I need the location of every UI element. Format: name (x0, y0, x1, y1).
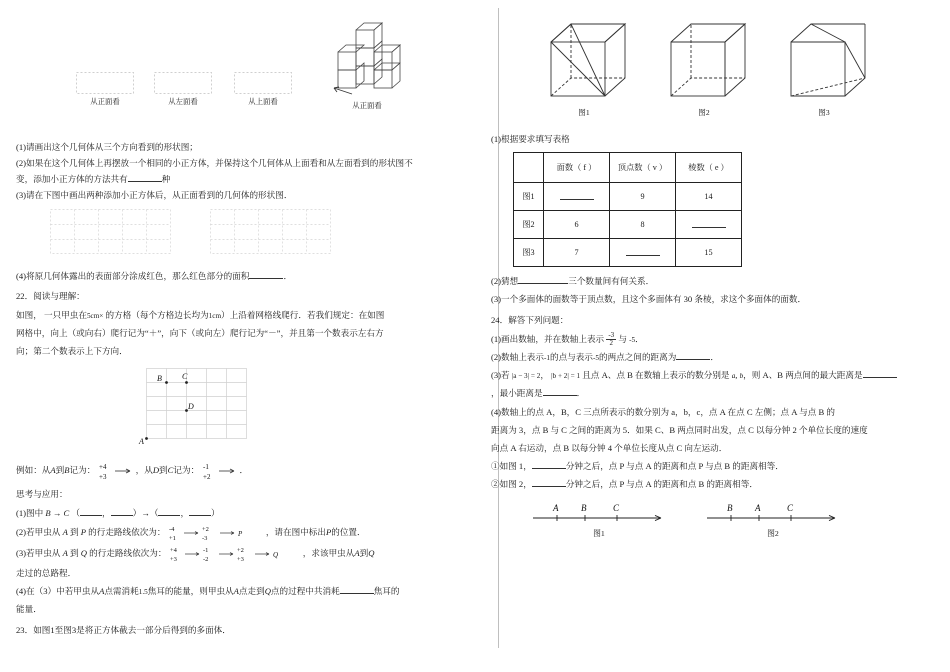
label-p: P (325, 526, 332, 537)
q22-line3: 向；第二个数表示上下方向． (16, 346, 128, 356)
t: ， (180, 507, 190, 518)
cube-solid-figure (316, 22, 424, 111)
value-minus-one: -1 (544, 354, 550, 363)
t: (3)若 (491, 370, 510, 381)
t: 一只甲虫在 (43, 309, 87, 320)
q22-think-4 (16, 583, 459, 600)
q22-title: 22．阅读与理解： (16, 291, 85, 302)
svg-text:-1: -1 (202, 546, 209, 554)
t: (2)猜想 (491, 276, 519, 287)
t: 点的过程中共消耗 (270, 586, 340, 597)
q21-part2-text-c: 种 (161, 174, 171, 185)
svg-text:+3: +3 (236, 555, 244, 563)
right-column (475, 0, 950, 672)
svg-text:+1: +1 (168, 534, 176, 542)
q23-part2 (491, 273, 934, 290)
energy-value: 1.5 (138, 588, 148, 597)
label-b: B (45, 507, 51, 518)
solid-figure-2 (661, 20, 747, 118)
t: 的点与表示 (550, 352, 593, 363)
solid-figure-1 (541, 20, 627, 118)
cell-vertices: 8 (610, 211, 676, 239)
t: ）上沿着网格线爬行．若我 (221, 309, 325, 320)
t: 的位置． (331, 526, 366, 537)
t: 记为： (173, 465, 200, 476)
q21-part2-line2 (16, 172, 459, 187)
answer-blank[interactable] (532, 478, 566, 487)
q22-think-4b: 能量． (16, 604, 42, 615)
t: (2)数轴上表示 (491, 352, 544, 363)
t: 到 (359, 547, 369, 558)
t: ． (576, 388, 586, 399)
t: ， (540, 370, 549, 381)
label-b: B (64, 465, 70, 476)
number-line-fig-1 (529, 500, 669, 539)
fig-1-caption: 图1 (593, 528, 605, 538)
solid-2-caption: 图2 (698, 108, 710, 117)
q24-part4-sub1 (491, 458, 934, 475)
answer-blank[interactable] (626, 248, 660, 256)
q22-think-3 (16, 544, 459, 564)
svg-text:A: A (553, 502, 559, 513)
abs-expr-2: |b + 2| = 1 (551, 372, 581, 381)
svg-text:C: C (182, 372, 188, 382)
grid-size: 5cm× (86, 311, 104, 320)
svg-text:+2: +2 (236, 546, 244, 554)
q23-part1: (1)根据要求填写表格 (491, 134, 570, 144)
svg-text:Q: Q (272, 550, 278, 559)
cell-edges: 15 (676, 239, 742, 267)
cell-edges[interactable] (676, 211, 742, 239)
svg-text:P: P (237, 529, 242, 538)
answer-blank[interactable] (692, 220, 726, 228)
answer-grid-sheets (16, 209, 459, 265)
cell-vertices[interactable] (610, 239, 676, 267)
row-label: 图3 (514, 239, 544, 267)
t: 的行走路线依次为： (89, 547, 167, 558)
answer-blank[interactable] (111, 507, 133, 516)
t: 到 (69, 526, 79, 537)
view-left (154, 72, 212, 107)
q24-part2 (491, 349, 934, 366)
var-b: b (739, 372, 744, 381)
q21-part1: (1)请画出这个几何体从三个方向看到的形状图； (16, 142, 198, 152)
solid-1-caption: 图1 (578, 108, 590, 117)
t: 到 (159, 465, 168, 476)
table-corner-cell (514, 153, 544, 183)
fraction-minus-three-halves: $\frac{-3}{2}$ (608, 331, 615, 348)
t: (1)图中 (16, 507, 44, 518)
t: （ (71, 507, 81, 518)
t: 与 (618, 333, 627, 344)
svg-text:-4: -4 (168, 525, 175, 533)
t: ，最小距离是 (491, 388, 543, 399)
label-a: A (62, 547, 68, 558)
answer-blank[interactable] (863, 369, 897, 378)
solid-caption: 从正面看 (352, 101, 382, 110)
q22-think-2 (16, 523, 459, 543)
q22-example (16, 460, 459, 482)
answer-blank[interactable] (560, 192, 594, 200)
t: → (52, 507, 62, 518)
q22-think-title: 思考与应用： (16, 489, 68, 500)
three-views-row (16, 14, 459, 136)
label-q: Q (264, 586, 271, 597)
t: (3)若甲虫从 (16, 547, 61, 558)
t: ）→（ (132, 507, 159, 518)
t: 到 (69, 547, 79, 558)
q24-part3b (491, 385, 934, 402)
view-front (76, 72, 134, 107)
label-a: A (50, 465, 56, 476)
t: ，则 A、B 两点间的最大距离是 (743, 370, 863, 381)
value-minus-five: -5 (592, 354, 599, 363)
svg-text:A: A (139, 437, 144, 447)
view-left-caption: 从左面看 (168, 97, 198, 106)
label-q: Q (368, 547, 375, 558)
answer-blank[interactable] (80, 507, 102, 516)
number-line-fig-2 (703, 500, 843, 539)
fig-2-caption: 图2 (767, 528, 779, 538)
svg-text:A: A (755, 502, 761, 513)
svg-text:+3: +3 (169, 555, 177, 563)
t: ，请在图中标出 (265, 526, 326, 537)
faces-vertices-edges-table (513, 152, 742, 267)
answer-blank[interactable] (189, 507, 211, 516)
svg-text:C: C (613, 502, 620, 513)
t: 的方格（每个方格边长均为 (105, 309, 209, 320)
t: ． (710, 352, 719, 363)
t: 三个数量间有何关系． (568, 276, 655, 287)
q21-part4 (16, 269, 459, 284)
q21-part4-text: (4)将原几何体露出的表面部分涂成红色，那么红色部分的面积 (16, 271, 250, 282)
t: (4)在（3）中若甲虫从 (16, 586, 100, 597)
answer-blank[interactable] (543, 387, 577, 396)
answer-blank[interactable] (532, 460, 566, 469)
svg-text:+3: +3 (99, 473, 107, 482)
table-row (514, 211, 742, 239)
svg-text:B: B (157, 374, 162, 384)
q21-part2-text-b: 变，添加小正方体的方法共有 (16, 174, 128, 185)
svg-text:+2: +2 (201, 525, 209, 533)
answer-blank[interactable] (340, 585, 374, 594)
t: ． (635, 333, 644, 344)
t: 的两点之间的距离为 (598, 352, 677, 363)
svg-text:-3: -3 (201, 534, 208, 542)
t: 分钟之后，点 P 与点 A 的距离和点 P 与点 B 的距离相等． (565, 461, 784, 472)
label-a: A (62, 526, 68, 537)
cell-size: 1cm (208, 311, 222, 320)
t: ． (239, 465, 249, 476)
t: 焦耳的 (373, 586, 400, 597)
svg-text:-2: -2 (202, 555, 209, 563)
label-a: A (354, 547, 360, 558)
bug-grid-figure (16, 364, 459, 456)
number-line-figures (529, 500, 934, 539)
table-row (514, 183, 742, 211)
q23-part3: (3)一个多面体的面数等于顶点数，且这个多面体有 30 条棱，求这个多面体的面数． (491, 294, 807, 305)
t: ②如图 2， (491, 479, 532, 490)
solids-row (491, 14, 934, 132)
label-q: Q (80, 547, 87, 558)
t: ，求该甲虫从 (302, 547, 355, 558)
svg-text:-1: -1 (203, 463, 210, 472)
t: (2)若甲虫从 (16, 526, 61, 537)
table-header-vertices: 顶点数（ v ） (610, 153, 676, 183)
svg-text:B: B (727, 502, 733, 513)
t: 记为： (69, 465, 96, 476)
label-c: C (63, 507, 70, 518)
svg-text:+2: +2 (203, 473, 211, 482)
table-header-faces: 面数（ f ） (544, 153, 610, 183)
svg-text:C: C (787, 502, 794, 513)
t: 焦耳的能量，则甲虫从 (147, 586, 234, 597)
q22-line1 (16, 307, 459, 324)
answer-blank[interactable] (676, 351, 710, 360)
t: ， (102, 507, 111, 518)
q23-title: 23．如图1至图3是将正方体截去一部分后得到的多面体． (16, 625, 231, 636)
label-a: A (233, 586, 239, 597)
t: 点需消耗 (104, 586, 139, 597)
q21-part2-line1: (2)如果在这个几何体上再摆放一个相同的小正方体，并保持这个几何体从上面看和从左面看到的形状图不 (16, 158, 413, 169)
t: 分钟之后，点 P 与点 A 的距离和点 B 的距离相等． (565, 479, 758, 490)
vector-dc (201, 460, 237, 482)
t: 如图， (16, 309, 42, 320)
row-label: 图1 (514, 183, 544, 211)
q22-think-3b: 走过的总路程． (16, 567, 77, 578)
abs-expr-1: |a − 3| = 2 (511, 372, 541, 381)
row-label: 图2 (514, 211, 544, 239)
answer-blank[interactable] (518, 275, 568, 284)
view-front-caption: 从正面看 (90, 97, 120, 106)
cell-edges: 14 (676, 183, 742, 211)
t: ①如图 1， (491, 461, 532, 472)
answer-blank[interactable] (158, 507, 180, 516)
label-c: C (167, 465, 174, 476)
q24-part4-l2: 距离为 3，点 B 与 C 之间的距离为 5．如果 C、B 两点同时出发，点 C 以每分钟 2 个单位长度的速度 (491, 424, 868, 435)
solid-3-caption: 图3 (818, 108, 830, 117)
t: 且点 A、点 B 在数轴上表示的数分别是 (582, 370, 730, 381)
t: (1)画出数轴，并在数轴上表示 (491, 333, 605, 344)
cell-vertices: 9 (610, 183, 676, 211)
label-d: D (152, 465, 160, 476)
table-header-row (514, 153, 742, 183)
cell-faces: 6 (544, 211, 610, 239)
answer-blank[interactable] (128, 173, 162, 182)
table-row (514, 239, 742, 267)
t: 们规定：在如图 (324, 309, 385, 320)
q24-part4-l3: 向点 A 右运动，点 B 以每分钟 4 个单位长度从点 C 向左运动． (491, 443, 728, 453)
t: 点走到 (238, 586, 265, 597)
q22-line2: 网格中，向上（或向右）爬行记为“＋”，向下（或向左）爬行记为“－”，并且第一个数表示左右方 (16, 327, 384, 338)
table-header-edges: 棱数（ e ） (676, 153, 742, 183)
q22-think-1 (16, 505, 459, 522)
label-a: A (99, 586, 105, 597)
svg-text:B: B (581, 502, 587, 513)
t: ） (211, 507, 220, 518)
svg-text:+4: +4 (99, 463, 107, 472)
q24-title: 24．解答下列问题： (491, 315, 569, 326)
svg-text:D: D (188, 402, 194, 412)
q24-part4-sub2 (491, 476, 934, 493)
solid-figure-3 (781, 20, 867, 118)
vector-path-q (169, 544, 301, 564)
cell-faces: 7 (544, 239, 610, 267)
label-p: P (80, 526, 86, 537)
vector-path-p (168, 523, 264, 543)
svg-text:+4: +4 (169, 546, 177, 554)
t: 例如：从 (16, 465, 51, 476)
q21-part3: (3)请在下图中画出两种添加小正方体后，从正面看到的几何体的形状图． (16, 190, 293, 201)
q24-part1 (491, 331, 934, 348)
t: ，从 (135, 465, 153, 476)
view-top-caption: 从上面看 (248, 97, 278, 106)
value-minus-five: -5 (629, 335, 636, 344)
t: 的行走路线依次为： (88, 526, 166, 537)
q24-part4-l1: (4)数轴上的点 A，B，C 三点所表示的数分别为 a，b，c，点 A 在点 C 左侧；点 A 与点 B 的 (491, 406, 835, 417)
q21-part4-period: ． (283, 271, 293, 282)
cell-faces[interactable] (544, 183, 610, 211)
t: 到 (55, 465, 65, 476)
var-a: a (731, 372, 736, 381)
q24-part3: (3)若 |a − 3| = 2， |b + 2| = 1 且点 A、点 B 在数轴上表示的数分别是 a, b，则 A、B 两点间的最大距离是 (491, 367, 934, 384)
answer-blank[interactable] (249, 270, 283, 279)
vector-ab (97, 460, 133, 482)
view-top (234, 72, 292, 107)
